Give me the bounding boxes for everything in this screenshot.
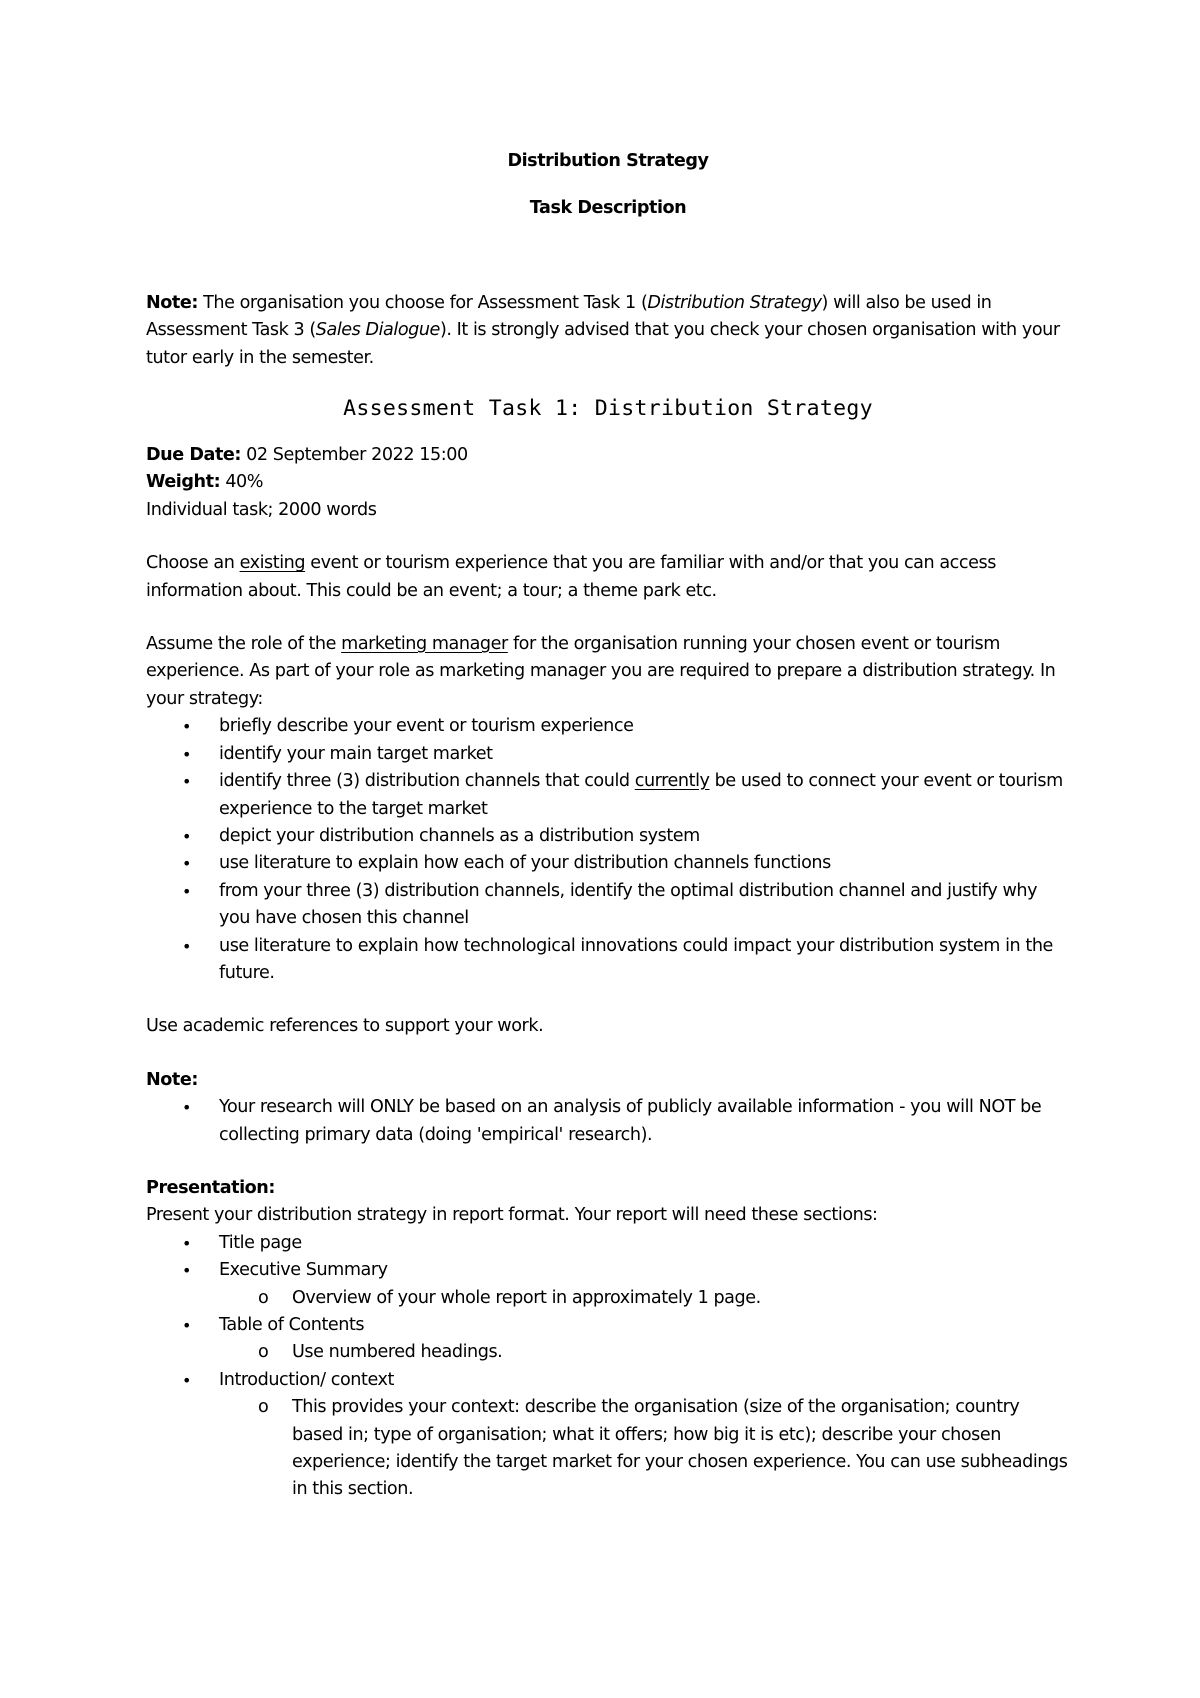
due-date-line	[146, 442, 1070, 469]
role-text: for the organisation running your chosen event or tourism experience. As part of your role as marketing manager you are required to prepare a distribution strategy. In your strategy:	[146, 634, 1056, 709]
sub-list-item	[219, 1394, 1070, 1504]
list-item-text: use literature to explain how technological innovations could impact your distribution system in the future.	[219, 935, 1053, 983]
list-item-text: identify three (3) distribution channels that could	[219, 771, 635, 792]
list-item	[146, 823, 1070, 850]
research-note-label-text: Note:	[146, 1069, 198, 1090]
bullet-icon: •	[182, 1233, 191, 1253]
list-item-text: use literature to explain how each of your distribution channels functions	[219, 853, 831, 874]
list-item	[146, 1367, 1070, 1504]
document-title: Distribution Strategy	[507, 151, 709, 171]
bullet-icon: •	[182, 772, 191, 792]
weight-label: Weight:	[146, 472, 221, 493]
list-item	[146, 1312, 1070, 1367]
intro-note-text: The organisation you choose for Assessment Task 1 (	[197, 292, 648, 313]
bullet-icon: •	[182, 717, 191, 737]
list-item-text: Title page	[219, 1232, 302, 1253]
list-item	[146, 1094, 1070, 1149]
sub-list	[219, 1394, 1070, 1504]
list-item-underlined: currently	[634, 771, 710, 792]
list-item	[146, 933, 1070, 988]
list-item-text: be used to connect your event or tourism experience to the target market	[219, 771, 1063, 819]
bullet-icon: •	[182, 744, 191, 764]
intro-note	[146, 290, 1070, 372]
intro-note-italic-distribution: Distribution Strategy	[647, 292, 822, 313]
sub-list	[219, 1285, 1070, 1312]
list-item-text: from your three (3) distribution channels, identify the optimal distribution channel and justify why you have chosen this channel	[219, 880, 1038, 929]
list-item	[146, 850, 1070, 877]
choose-paragraph	[146, 550, 1070, 605]
research-note-list	[146, 1094, 1070, 1149]
sub-list-item	[219, 1285, 1070, 1312]
bullet-icon: •	[182, 936, 191, 956]
list-item-text: Your research will ONLY be based on an analysis of publicly available information - you will NOT be collecting primary data (doing 'empirical' research).	[219, 1097, 1042, 1145]
presentation-label	[146, 1175, 1070, 1202]
task-info: Individual task; 2000 words	[146, 499, 377, 520]
bullet-icon: •	[182, 854, 191, 874]
intro-note-italic-sales: Sales Dialogue	[315, 320, 440, 341]
list-item	[146, 878, 1070, 933]
sub-bullet-icon: o	[258, 1342, 269, 1363]
list-item-text: depict your distribution channels as a distribution system	[219, 825, 700, 846]
sub-list-item-text: Overview of your whole report in approximately 1 page.	[292, 1287, 761, 1308]
choose-text: Choose an	[146, 553, 240, 574]
strategy-list	[146, 713, 1070, 987]
list-item-text: Table of Contents	[219, 1315, 365, 1335]
list-item	[146, 768, 1070, 823]
research-note-label	[146, 1067, 1070, 1094]
task-meta	[146, 442, 1070, 524]
list-item-text: briefly describe your event or tourism experience	[219, 716, 634, 737]
choose-text: event or tourism experience that you are familiar with and/or that you can access information about. This could be an event; a tour; a theme park etc.	[146, 553, 996, 601]
sub-bullet-icon: o	[258, 1287, 269, 1308]
section-heading: Assessment Task 1: Distribution Strategy	[343, 396, 873, 422]
sub-list-item-text: Use numbered headings.	[292, 1342, 503, 1363]
list-item-text: Executive Summary	[219, 1260, 388, 1281]
bullet-icon: •	[182, 826, 191, 846]
sub-list	[219, 1339, 1070, 1366]
intro-note-text: ). It is strongly advised that you check your chosen organisation with your tutor early in the semester.	[146, 320, 1060, 368]
document-subtitle: Task Description	[529, 198, 687, 219]
list-item	[146, 713, 1070, 740]
intro-note-label: Note:	[146, 292, 198, 313]
bullet-icon: •	[182, 1370, 191, 1390]
list-item	[146, 1257, 1070, 1312]
role-underlined: marketing manager	[341, 634, 508, 655]
presentation-intro: Present your distribution strategy in report format. Your report will need these sections:	[146, 1205, 878, 1226]
bullet-icon: •	[182, 881, 191, 901]
due-date-value: 02 September 2022 15:00	[241, 445, 468, 466]
presentation-label-text: Presentation:	[146, 1177, 275, 1198]
role-text: Assume the role of the	[146, 634, 342, 655]
due-date-label: Due Date:	[146, 445, 241, 466]
presentation-list	[146, 1230, 1070, 1504]
role-paragraph	[146, 631, 1070, 713]
weight-value: 40%	[220, 472, 264, 493]
list-item-text: identify your main target market	[219, 743, 493, 764]
list-item-text: Introduction/ context	[219, 1369, 394, 1390]
bullet-icon: •	[182, 1316, 191, 1335]
weight-line	[146, 469, 1070, 496]
bullet-icon: •	[182, 1098, 191, 1118]
references-line: Use academic references to support your work.	[146, 1016, 544, 1037]
bullet-icon: •	[182, 1261, 191, 1281]
intro-note-text: ) will also be used in Assessment Task 3 (	[146, 292, 992, 341]
list-item	[146, 741, 1070, 768]
list-item	[146, 1230, 1070, 1257]
sub-list-item	[219, 1339, 1070, 1366]
sub-list-item-text: This provides your context: describe the organisation (size of the organisation; country based in; type of organisation; what it offers; how big it is etc); describe your chosen experience; identify the target market for your chosen experience. You can use subheadings in this section.	[292, 1397, 1068, 1500]
sub-bullet-icon: o	[258, 1397, 269, 1418]
choose-underlined: existing	[239, 553, 306, 574]
